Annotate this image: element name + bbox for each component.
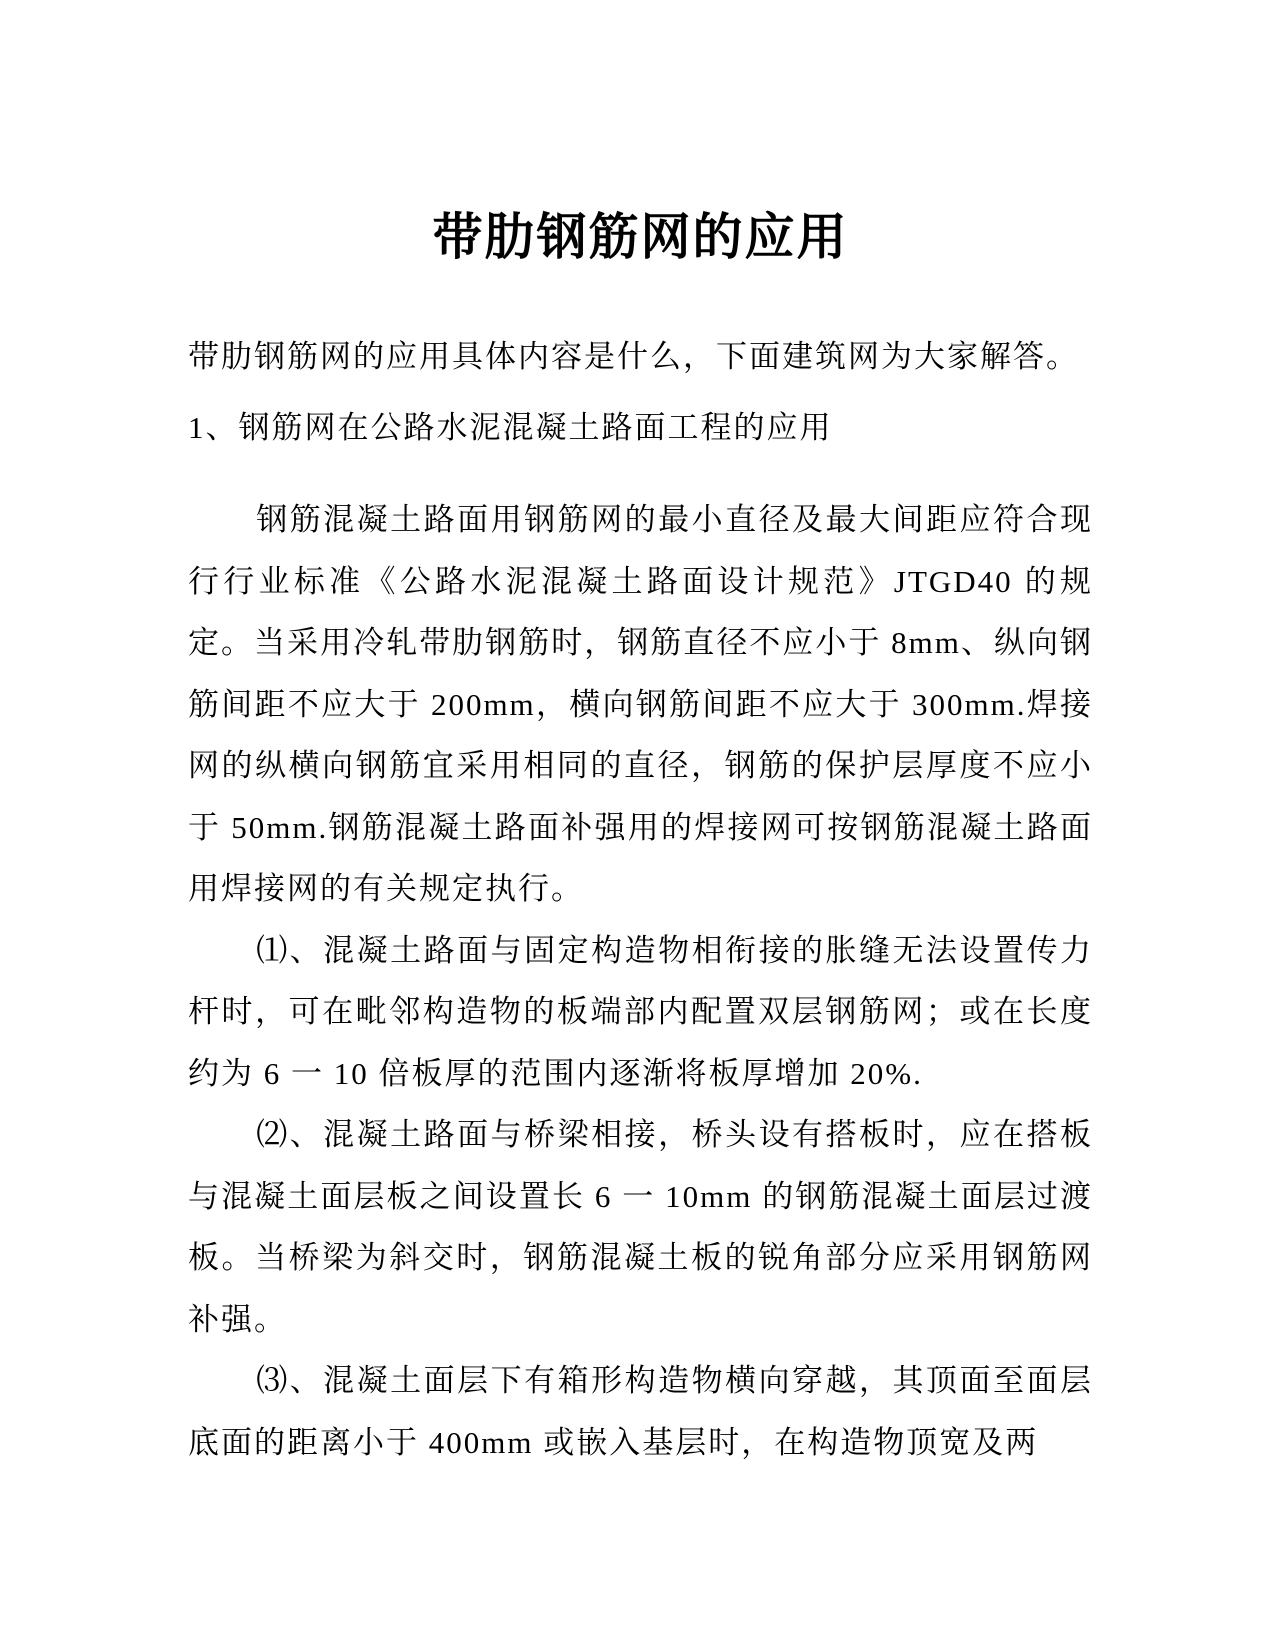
- intro-paragraph: 带肋钢筋网的应用具体内容是什么，下面建筑网为大家解答。: [188, 339, 1079, 374]
- document-title: 带肋钢筋网的应用: [432, 208, 849, 266]
- body-paragraph-4: ⑶、混凝土面层下有箱形构造物横向穿越，其顶面至面层底面的距离小于 400mm 或嵌入基层时，在构造物顶宽及两: [188, 1363, 1093, 1460]
- section-heading: 1、钢筋网在公路水泥混凝土路面工程的应用: [188, 409, 833, 445]
- body-paragraph-3: ⑵、混凝土路面与桥梁相接，桥头设有搭板时，应在搭板与混凝土面层板之间设置长 6 一 10mm 的钢筋混凝土面层过渡板。当桥梁为斜交时，钢筋混凝土板的锐角部分应采用钢筋网补强。: [188, 1117, 1093, 1337]
- body-paragraph-2: ⑴、混凝土路面与固定构造物相衔接的胀缝无法设置传力杆时，可在毗邻构造物的板端部内配置双层钢筋网；或在长度约为 6 一 10 倍板厚的范围内逐渐将板厚增加 20%.: [188, 932, 1093, 1091]
- body-paragraph-1: 钢筋混凝土路面用钢筋网的最小直径及最大间距应符合现行行业标准《公路水泥混凝土路面设计规范》JTGD40 的规定。当采用冷轧带肋钢筋时，钢筋直径不应小于 8mm、纵向钢筋间距不应大于 200mm，横向钢筋间距不应大于 300mm.焊接网的纵横向钢筋宜采用相同的直径，钢筋的保护层厚度不应小于 50mm.钢筋混凝土路面补强用的焊接网可按钢筋混凝土路面用焊接网的有关规定执行。: [188, 502, 1093, 906]
